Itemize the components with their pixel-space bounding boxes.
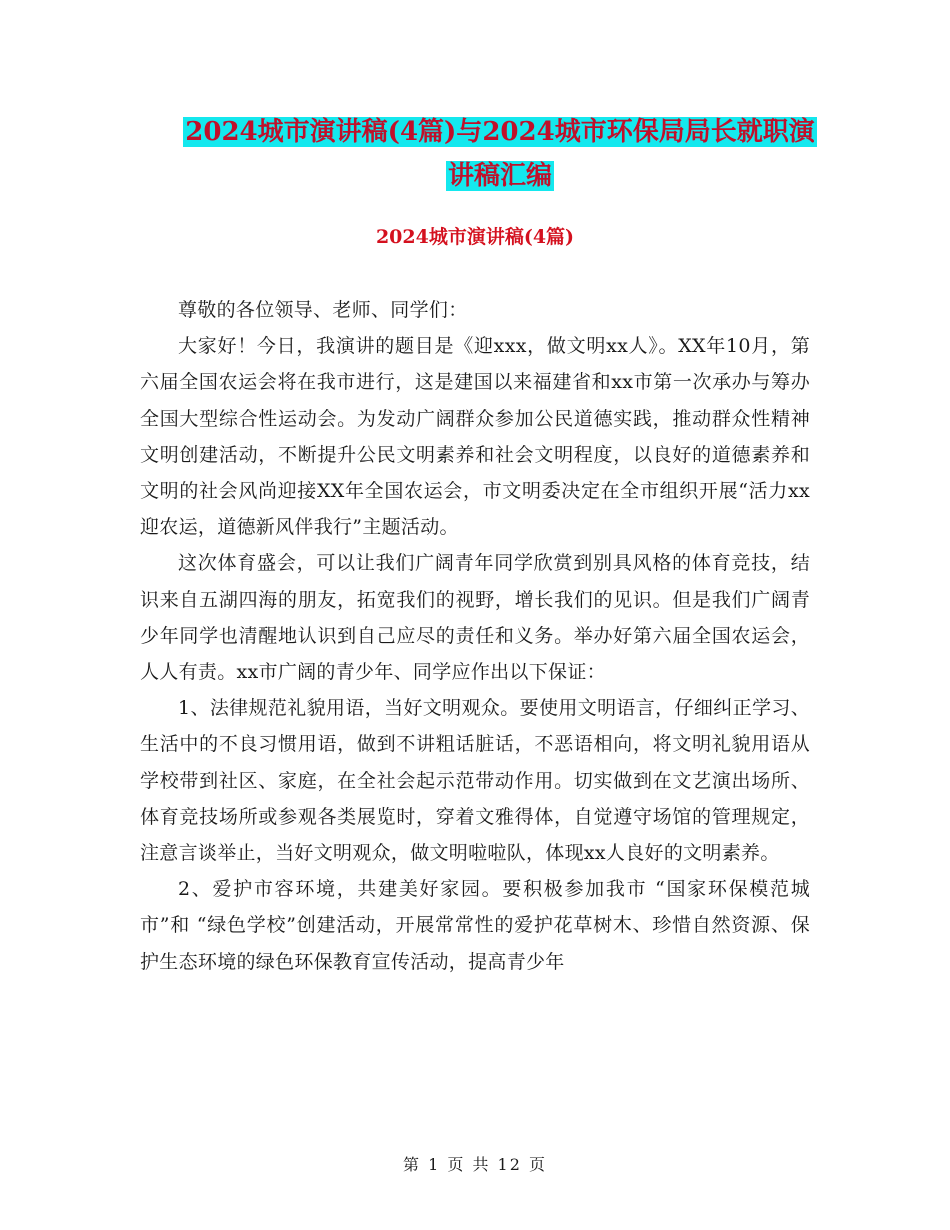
document-body [140, 292, 810, 980]
section-title: 2024城市演讲稿(4篇) [375, 226, 575, 248]
page-number-footer: 第 1 页 共 12 页 [403, 1155, 547, 1174]
paragraph-event: 这次体育盛会，可以让我们广阔青年同学欣赏到别具风格的体育竞技，结识来自五湖四海的朋友，拓宽我们的视野，增长我们的见识。但是我们广阔青少年同学也清醒地认识到自己应尽的责任和义务。举办好第六届全国农运会，人人有责。xx市广阔的青少年、同学应作出以下保证： [140, 552, 810, 684]
paragraph-point-2: 2、爱护市容环境，共建美好家园。要积极参加我市 “国家环保模范城市”和 “绿色学校”创建活动，开展常常性的爱护花草树木、珍惜自然资源、保护生态环境的绿色环保教育宣传活动，提高青少年 [140, 878, 810, 973]
paragraph-point-1: 1、法律规范礼貌用语，当好文明观众。要使用文明语言，仔细纠正学习、生活中的不良习惯用语，做到不讲粗话脏话，不恶语相向，将文明礼貌用语从学校带到社区、家庭，在全社会起示范带动作用。切实做到在文艺演出场所、体育竞技场所或参观各类展览时，穿着文雅得体，自觉遵守场馆的管理规定，注意言谈举止，当好文明观众，做文明啦啦队，体现xx人良好的文明素养。 [140, 697, 810, 865]
paragraph-salutation: 尊敬的各位领导、老师、同学们： [178, 299, 468, 321]
document-title [180, 110, 820, 198]
paragraph-intro: 大家好！今日，我演讲的题目是《迎xxx，做文明xx人》。XX年10月，第六届全国农运会将在我市进行，这是建国以来福建省和xx市第一次承办与筹办全国大型综合性运动会。为发动广阔群众参加公民道德实践，推动群众性精神文明创建活动，不断提升公民文明素养和社会文明程度，以良好的道德素养和文明的社会风尚迎接XX年全国农运会，市文明委决定在全市组织开展“活力xx迎农运，道德新风伴我行”主题活动。 [140, 335, 810, 539]
document-title-text: 2024城市演讲稿(4篇)与2024城市环保局局长就职演讲稿汇编 [185, 117, 815, 191]
